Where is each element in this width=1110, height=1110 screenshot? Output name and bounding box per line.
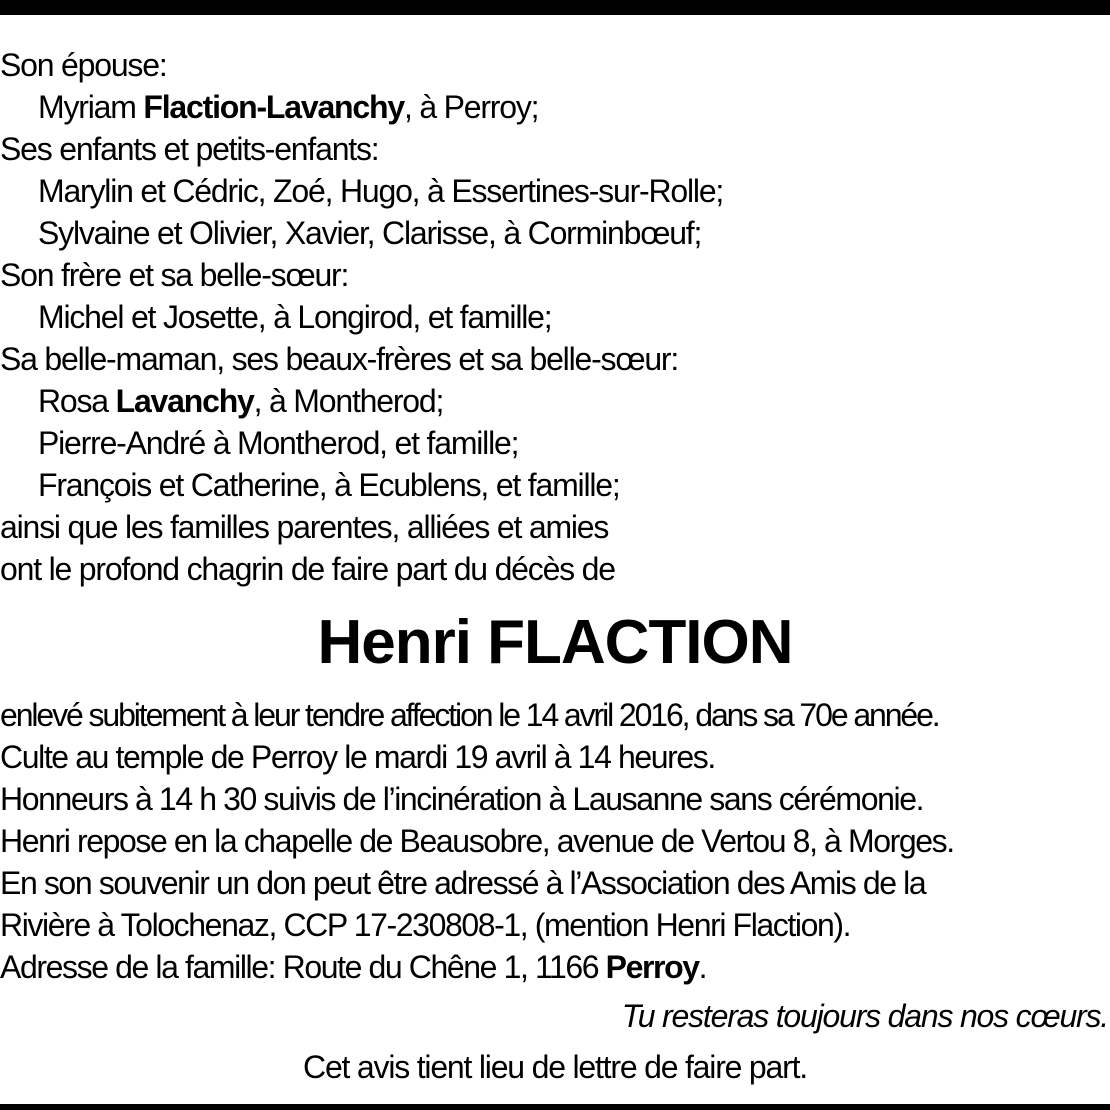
address-prefix: Adresse de la famille: Route du Chêne 1, 1166 bbox=[0, 949, 606, 985]
details-line-1: enlevé subitement à leur tendre affection le 14 avril 2016, dans sa 70e année. bbox=[0, 697, 939, 733]
inlaw-entry-1 bbox=[0, 380, 1110, 422]
spouse-place: , à Perroy; bbox=[403, 89, 539, 125]
closing-line-1: ainsi que les familles parentes, alliées et amies bbox=[0, 509, 609, 545]
children-entry-1: Marylin et Cédric, Zoé, Hugo, à Essertines-sur-Rolle; bbox=[38, 173, 724, 209]
deceased-name: Henri FLACTION bbox=[317, 608, 793, 677]
inlaw-mother-place: , à Montherod; bbox=[253, 383, 444, 419]
family-address bbox=[0, 946, 1110, 988]
sibling-entry-1: Michel et Josette, à Longirod, et famille; bbox=[38, 299, 552, 335]
address-town: Perroy bbox=[605, 949, 699, 985]
notice-line: Cet avis tient lieu de lettre de faire part. bbox=[303, 1049, 807, 1085]
top-rule bbox=[0, 0, 1110, 15]
spouse-surname: Flaction-Lavanchy bbox=[143, 89, 404, 125]
details-line-6: Rivière à Tolochenaz, CCP 17-230808-1, (mention Henri Flaction). bbox=[0, 907, 851, 943]
children-entry-2: Sylvaine et Olivier, Xavier, Clarisse, à Corminbœuf; bbox=[38, 215, 702, 251]
inlaw-mother-surname: Lavanchy bbox=[115, 383, 254, 419]
family-list bbox=[0, 44, 1110, 590]
motto: Tu resteras toujours dans nos cœurs. bbox=[621, 998, 1108, 1034]
inlaw-entry-3: François et Catherine, à Ecublens, et famille; bbox=[38, 467, 620, 503]
spouse-first: Myriam bbox=[38, 89, 144, 125]
spouse-heading: Son épouse: bbox=[0, 47, 167, 83]
details-line-3: Honneurs à 14 h 30 suivis de l’incinération à Lausanne sans cérémonie. bbox=[0, 781, 924, 817]
details-block bbox=[0, 694, 1110, 988]
inlaws-heading: Sa belle-maman, ses beaux-frères et sa belle-sœur: bbox=[0, 341, 679, 377]
bottom-rule bbox=[0, 1104, 1110, 1110]
details-line-5: En son souvenir un don peut être adressé à l’Association des Amis de la bbox=[0, 865, 926, 901]
spouse-entry bbox=[0, 86, 1110, 128]
details-line-2: Culte au temple de Perroy le mardi 19 avril à 14 heures. bbox=[0, 739, 715, 775]
inlaw-entry-2: Pierre-André à Montherod, et famille; bbox=[38, 425, 519, 461]
closing-line-2: ont le profond chagrin de faire part du décès de bbox=[0, 551, 615, 587]
sibling-heading: Son frère et sa belle-sœur: bbox=[0, 257, 349, 293]
address-suffix: . bbox=[698, 949, 707, 985]
details-line-4: Henri repose en la chapelle de Beausobre, avenue de Vertou 8, à Morges. bbox=[0, 823, 954, 859]
children-heading: Ses enfants et petits-enfants: bbox=[0, 131, 379, 167]
inlaw-mother-first: Rosa bbox=[38, 383, 116, 419]
